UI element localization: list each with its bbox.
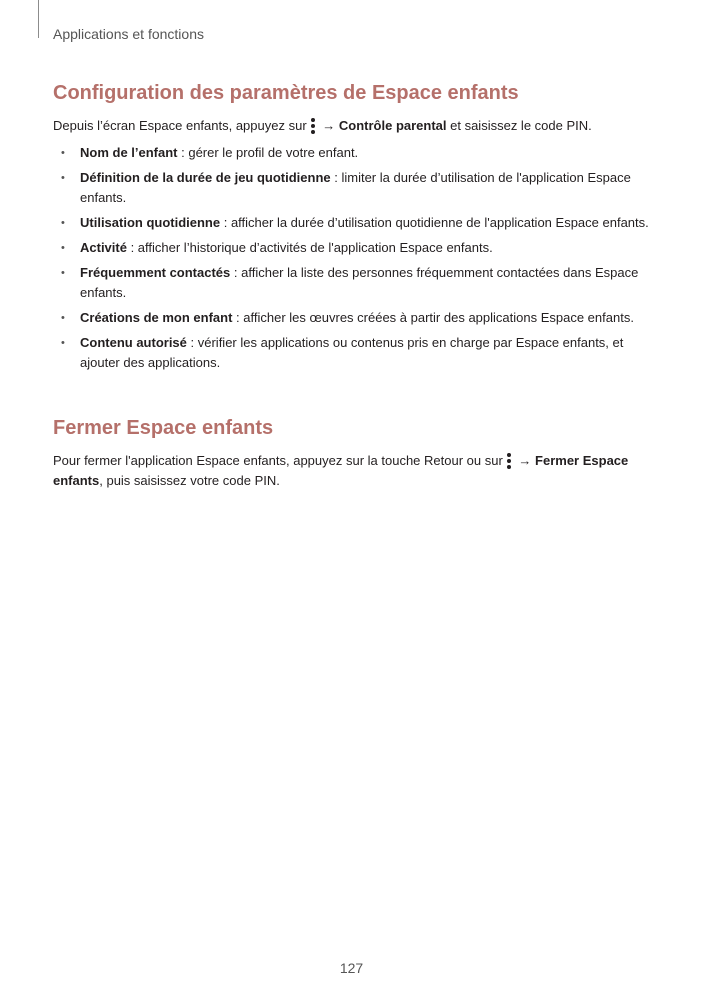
intro-text-before: Depuis l’écran Espace enfants, appuyez sur bbox=[53, 118, 307, 133]
section-title-close: Fermer Espace enfants bbox=[53, 417, 274, 439]
header-divider-line bbox=[38, 0, 39, 38]
list-item bbox=[53, 143, 653, 163]
list-item-label: Utilisation quotidienne bbox=[80, 215, 221, 230]
bullet-glyph: • bbox=[61, 217, 65, 229]
close-text-before: Pour fermer l'application Espace enfants, appuyez sur la touche Retour ou sur bbox=[53, 453, 503, 468]
more-options-icon bbox=[506, 452, 512, 469]
list-item bbox=[53, 333, 653, 373]
list-item-label: Fréquemment contactés bbox=[80, 265, 231, 280]
list-item bbox=[53, 238, 653, 258]
list-item-text: : limiter la durée d’utilisation de l'application Espace enfants. bbox=[80, 170, 631, 205]
list-item-text: : gérer le profil de votre enfant. bbox=[177, 145, 359, 160]
list-item bbox=[53, 213, 653, 233]
list-item bbox=[53, 263, 653, 303]
arrow-glyph: → bbox=[318, 118, 339, 133]
list-item bbox=[53, 168, 653, 208]
chapter-header: Applications et fonctions bbox=[53, 26, 204, 42]
close-paragraph bbox=[53, 451, 653, 491]
list-item-label: Activité bbox=[80, 240, 127, 255]
close-kids-space-label: Fermer Espace enfants bbox=[53, 453, 629, 488]
settings-intro-paragraph bbox=[53, 116, 653, 136]
bullet-glyph: • bbox=[61, 267, 65, 279]
bullet-glyph: • bbox=[61, 337, 65, 349]
list-item-label: Contenu autorisé bbox=[80, 335, 187, 350]
bullet-glyph: • bbox=[61, 312, 65, 324]
list-item-label: Définition de la durée de jeu quotidienne bbox=[80, 170, 331, 185]
close-text-after: , puis saisissez votre code PIN. bbox=[99, 473, 280, 488]
list-item bbox=[53, 308, 653, 328]
list-item-text: : afficher la durée d’utilisation quotidienne de l'application Espace enfants. bbox=[220, 215, 649, 230]
more-options-icon bbox=[310, 117, 316, 134]
bullet-glyph: • bbox=[61, 147, 65, 159]
bullet-glyph: • bbox=[61, 242, 65, 254]
bullet-glyph: • bbox=[61, 172, 65, 184]
settings-list bbox=[53, 143, 653, 378]
list-item-label: Créations de mon enfant bbox=[80, 310, 233, 325]
list-item-text: : afficher la liste des personnes fréquemment contactées dans Espace enfants. bbox=[80, 265, 639, 300]
intro-text-after: et saisissez le code PIN. bbox=[446, 118, 592, 133]
list-item-label: Nom de l’enfant bbox=[80, 145, 178, 160]
list-item-text: : afficher l’historique d’activités de l'application Espace enfants. bbox=[126, 240, 493, 255]
page-number: 127 bbox=[339, 960, 364, 976]
section-title-settings: Configuration des paramètres de Espace enfants bbox=[53, 82, 519, 104]
list-item-text: : vérifier les applications ou contenus pris en charge par Espace enfants, et ajouter des applications. bbox=[80, 335, 624, 370]
list-item-text: : afficher les œuvres créées à partir des applications Espace enfants. bbox=[232, 310, 634, 325]
arrow-glyph: → bbox=[514, 453, 536, 468]
parental-control-label: Contrôle parental bbox=[338, 118, 447, 133]
